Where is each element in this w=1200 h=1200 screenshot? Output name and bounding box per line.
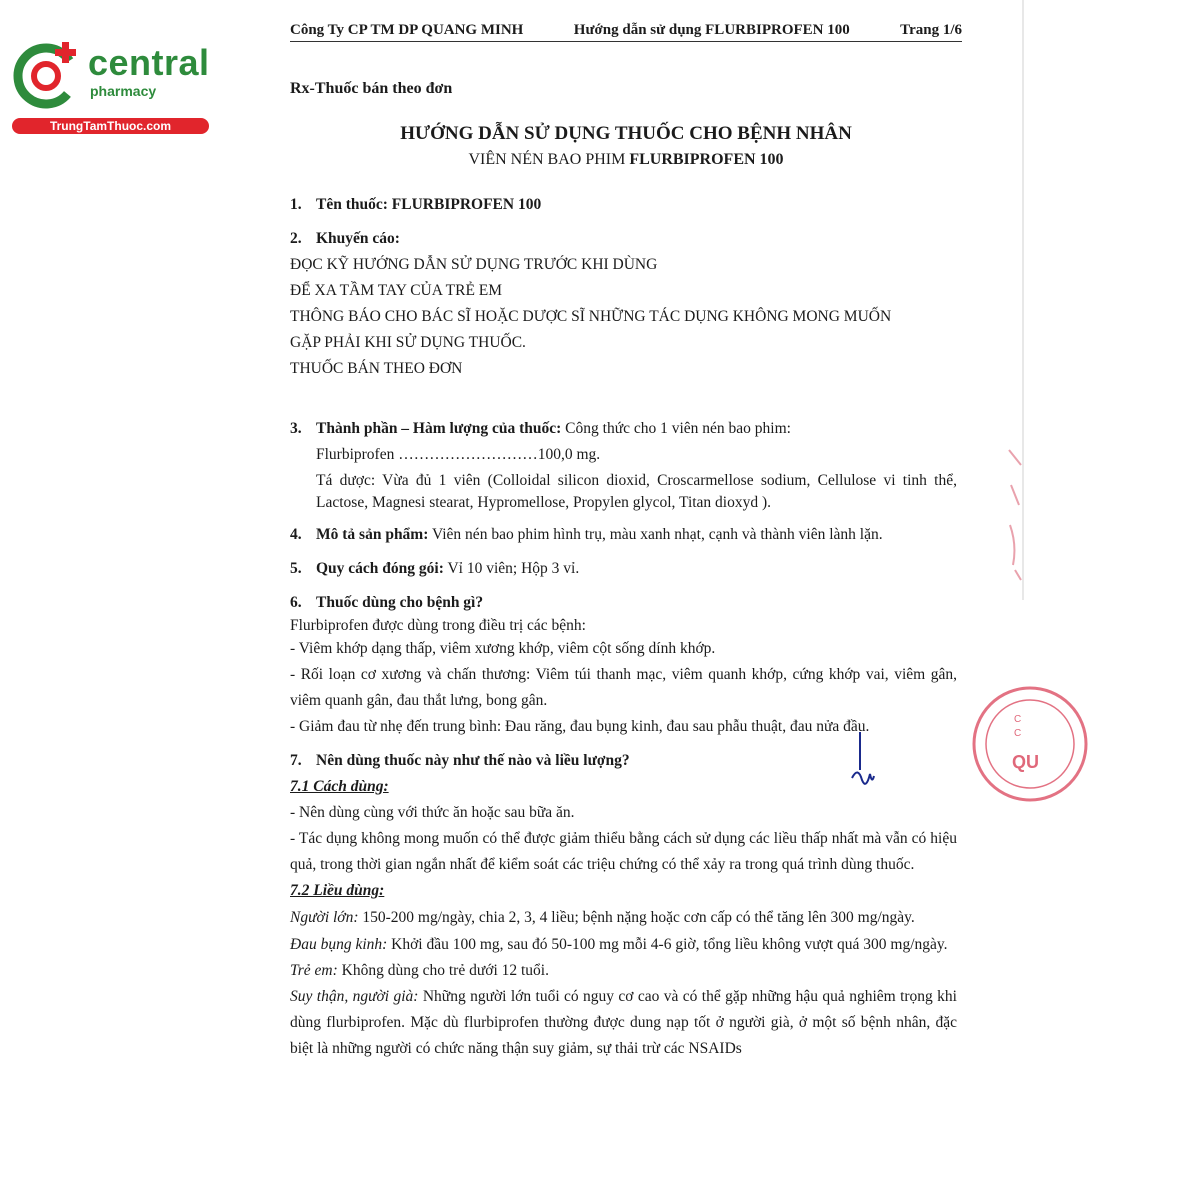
warning-line: ĐỂ XA TẦM TAY CỦA TRẺ EM <box>290 282 503 299</box>
section-label: Nên dùng thuốc này như thế nào và liều lượng? <box>316 752 630 769</box>
subtitle-prefix: VIÊN NÉN BAO PHIM <box>468 151 630 168</box>
dose-label: Suy thận, người già: <box>290 988 419 1005</box>
section-label: Thành phần – Hàm lượng của thuốc: <box>316 420 562 437</box>
side-stamp-fragment <box>1005 445 1025 585</box>
svg-text:QU: QU <box>1012 752 1039 772</box>
section-text: Công thức cho 1 viên nén bao phim: <box>561 420 791 437</box>
dose-renal-elderly <box>290 984 957 1062</box>
indication-item: - Viêm khớp dạng thấp, viêm xương khớp, viêm cột sống dính khớp. <box>290 640 716 657</box>
dose-text: Không dùng cho trẻ dưới 12 tuổi. <box>337 962 549 979</box>
section-label: Thuốc dùng cho bệnh gì? <box>316 594 484 611</box>
section-label: Quy cách đóng gói: <box>316 560 444 577</box>
header-page-number: Trang 1/6 <box>900 22 962 38</box>
section-label: Tên thuốc: FLURBIPROFEN 100 <box>316 196 542 213</box>
usage-line: - Nên dùng cùng với thức ăn hoặc sau bữa ăn. <box>290 804 575 821</box>
subsection-7-1: 7.1 Cách dùng: <box>290 778 389 795</box>
section-1-heading <box>290 192 957 218</box>
section-label: Khuyến cáo: <box>316 230 400 247</box>
dose-text: Những người lớn tuổi có nguy cơ cao và có thể gặp những hậu quả nghiêm trọng khi dùng flurbiprofen. Mặc dù flurbiprofen thường được dung nạp tốt ở người già, ở một số bệnh nhân, đặc biệt là những người có chức năng thận suy giảm, sự thải trừ các NSAIDs <box>290 988 957 1057</box>
signature-mark <box>848 730 878 800</box>
header-doc-title: Hướng dẫn sử dụng FLURBIPROFEN 100 <box>573 22 850 38</box>
section-number: 6. <box>290 594 302 611</box>
svg-text:C: C <box>1014 728 1022 739</box>
document-title: HƯỚNG DẪN SỬ DỤNG THUỐC CHO BỆNH NHÂN <box>400 123 852 144</box>
document-subtitle <box>290 151 962 169</box>
section-number: 3. <box>290 420 302 437</box>
dose-dysmenorrhea <box>290 931 957 958</box>
header-company: Công Ty CP TM DP QUANG MINH <box>290 22 524 38</box>
section-number: 2. <box>290 230 302 247</box>
warning-line: THÔNG BÁO CHO BÁC SĨ HOẶC DƯỢC SĨ NHỮNG TÁC DỤNG KHÔNG MONG MUỐN <box>290 308 892 325</box>
page-header <box>290 22 962 42</box>
dose-adult <box>290 904 957 931</box>
document-body <box>290 192 957 1062</box>
svg-text:C: C <box>1014 714 1022 725</box>
logo-brand: central <box>88 42 210 83</box>
section-3 <box>290 416 957 442</box>
section-text: Viên nén bao phim hình trụ, màu xanh nhạt, cạnh và thành viên lành lặn. <box>428 526 883 543</box>
dose-child <box>290 958 957 984</box>
warning-line: GẶP PHẢI KHI SỬ DỤNG THUỐC. <box>290 334 526 351</box>
logo-website[interactable]: TrungTamThuoc.com <box>12 118 209 134</box>
section-number: 7. <box>290 752 302 769</box>
section-number: 4. <box>290 526 302 543</box>
dose-label: Trẻ em: <box>290 962 338 979</box>
pharmacy-cross-logo-icon <box>10 38 90 118</box>
rx-label: Rx-Thuốc bán theo đơn <box>290 80 453 97</box>
excipients-text: Tá dược: Vừa đủ 1 viên (Colloidal silicon dioxid, Croscarmellose sodium, Cellulose vi tinh thể, Lactose, Magnesi stearat, Hypromellose, Propylen glycol, Titan dioxyd ). <box>316 472 957 511</box>
section-5 <box>290 556 957 582</box>
section-label: Mô tả sản phẩm: <box>316 526 429 543</box>
section-2-heading <box>290 226 957 252</box>
dose-label: Đau bụng kinh: <box>290 936 388 953</box>
section-number: 1. <box>290 196 302 213</box>
indication-item: - Giảm đau từ nhẹ đến trung bình: Đau răng, đau bụng kinh, đau sau phẫu thuật, đau nửa đầu. <box>290 718 870 735</box>
company-stamp <box>968 672 1039 817</box>
subsection-7-2: 7.2 Liều dùng: <box>290 882 385 899</box>
logo-subtitle: pharmacy <box>90 83 157 99</box>
warning-line: THUỐC BÁN THEO ĐƠN <box>290 360 463 377</box>
warning-line: ĐỌC KỸ HƯỚNG DẪN SỬ DỤNG TRƯỚC KHI DÙNG <box>290 256 658 273</box>
ingredient-line: Flurbiprofen ………………………100,0 mg. <box>316 446 601 463</box>
section-text: Vỉ 10 viên; Hộp 3 vỉ. <box>443 560 580 577</box>
usage-line: - Tác dụng không mong muốn có thể được giảm thiểu bằng cách sử dụng các liều thấp nhất mà vẫn có hiệu quả, trong thời gian ngắn nhất để kiểm soát các triệu chứng có thể xảy ra trong quá trình dùng thuốc. <box>290 830 957 873</box>
document-page <box>265 0 1025 1200</box>
indication-item: - Rối loạn cơ xương và chấn thương: Viêm túi thanh mạc, viêm quanh khớp, cứng khớp vai, viêm gân, viêm quanh gân, đau thắt lưng, bong gân. <box>290 666 957 709</box>
subtitle-drug: FLURBIPROFEN 100 <box>629 151 784 168</box>
section-6-heading <box>290 590 957 616</box>
dose-label: Người lớn: <box>290 909 359 926</box>
indication-intro: Flurbiprofen được dùng trong điều trị các bệnh: <box>290 617 586 634</box>
logo-text <box>88 42 210 99</box>
dose-text: 150-200 mg/ngày, chia 2, 3, 4 liều; bệnh nặng hoặc cơn cấp có thể tăng lên 300 mg/ngày. <box>358 909 915 926</box>
dose-text: Khởi đầu 100 mg, sau đó 50-100 mg mỗi 4-6 giờ, tổng liều không vượt quá 300 mg/ngày. <box>387 936 948 953</box>
section-number: 5. <box>290 560 302 577</box>
section-4 <box>290 522 957 548</box>
